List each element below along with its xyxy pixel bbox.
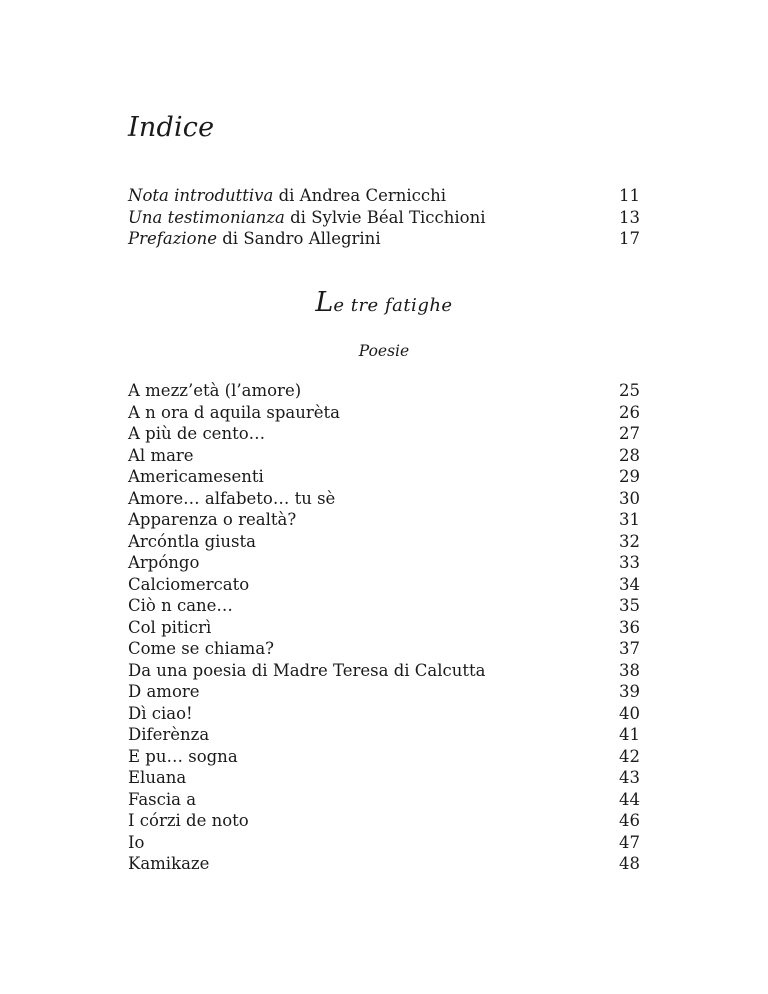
toc-entry-label: Americamesenti — [128, 467, 264, 486]
toc-entry-label: Arpóngo — [128, 553, 200, 572]
toc-entry-page-number: 41 — [619, 725, 640, 744]
toc-entry-label: A n ora d aquila spaurèta — [128, 402, 341, 422]
toc-entry-title: Nota introduttiva — [128, 186, 274, 205]
toc-entry — [128, 810, 640, 832]
toc-entry-label: I córzi de noto — [128, 811, 249, 830]
toc-entry-page-number: 17 — [619, 229, 640, 248]
toc-entry — [128, 445, 640, 467]
toc-entry-page-number: 37 — [619, 639, 640, 658]
toc-entry — [128, 832, 640, 854]
toc-entry — [128, 380, 640, 402]
toc-entry-author: di Sandro Allegrini — [217, 229, 381, 248]
toc-entry — [128, 681, 640, 703]
toc-entry-page-number: 26 — [619, 402, 640, 422]
toc-entry-page-number: 27 — [619, 424, 640, 443]
toc-entry-label: D amore — [128, 682, 200, 701]
toc-entry — [128, 531, 640, 553]
toc-entry-label: Arcóntla giusta — [128, 531, 256, 551]
book-page — [128, 0, 640, 994]
toc-entry-page-number: 32 — [619, 531, 640, 551]
toc-entry-label: E pu… sogna — [128, 746, 238, 766]
toc-entry-page-number: 33 — [619, 553, 640, 572]
toc-entry-page-number: 30 — [619, 488, 640, 508]
toc-entry-label: Amore… alfabeto… tu sè — [128, 488, 336, 508]
toc-entry — [128, 466, 640, 488]
toc-entry — [128, 703, 640, 725]
toc-entry-label — [128, 207, 485, 229]
toc-entry — [128, 552, 640, 574]
toc-entry-page-number: 42 — [619, 746, 640, 766]
toc-entry-page-number: 34 — [619, 574, 640, 594]
page-title: Indice — [128, 112, 215, 143]
toc-entry-page-number: 28 — [619, 445, 640, 465]
toc-entry-label: Io — [128, 832, 145, 852]
toc-entry — [128, 853, 640, 875]
intro-entries — [128, 185, 640, 250]
toc-entry-page-number: 38 — [619, 660, 640, 680]
poem-entries — [128, 380, 640, 875]
toc-entry-label: Da una poesia di Madre Teresa di Calcutta — [128, 660, 486, 680]
toc-entry-page-number: 29 — [619, 467, 640, 486]
section-subtitle: Poesie — [358, 342, 410, 360]
section-title — [128, 288, 640, 321]
toc-entry — [128, 509, 640, 531]
toc-entry-label: Apparenza o realtà? — [128, 510, 297, 529]
toc-entry — [128, 767, 640, 789]
toc-entry — [128, 617, 640, 639]
toc-entry-label: Col piticrì — [128, 617, 212, 637]
section-title-rest: e tre fatighe — [333, 295, 453, 316]
section-title-initial: L — [315, 287, 334, 318]
toc-entry-label: Dì ciao! — [128, 703, 193, 723]
toc-entry — [128, 185, 640, 207]
toc-entry-label: Diferènza — [128, 725, 210, 744]
toc-entry — [128, 638, 640, 660]
toc-entry-page-number: 35 — [619, 596, 640, 615]
toc-entry-label: Eluana — [128, 768, 187, 787]
toc-entry — [128, 207, 640, 229]
toc-entry-page-number: 36 — [619, 617, 640, 637]
toc-entry-page-number: 48 — [619, 854, 640, 873]
toc-entry-page-number: 44 — [619, 789, 640, 809]
toc-entry-author: di Andrea Cernicchi — [273, 186, 447, 205]
toc-entry-page-number: 25 — [619, 381, 640, 400]
toc-entry-label — [128, 185, 446, 207]
toc-entry-page-number: 13 — [619, 207, 640, 227]
toc-entry — [128, 574, 640, 596]
toc-entry-label — [128, 228, 381, 250]
toc-entry — [128, 228, 640, 250]
toc-entry — [128, 789, 640, 811]
toc-entry-page-number: 47 — [619, 832, 640, 852]
toc-entry-title: Prefazione — [128, 229, 217, 248]
toc-entry — [128, 595, 640, 617]
toc-entry-label: Calciomercato — [128, 574, 250, 594]
toc-entry-label: A più de cento… — [128, 424, 266, 443]
toc-entry — [128, 423, 640, 445]
toc-entry-author: di Sylvie Béal Ticchioni — [284, 207, 486, 227]
toc-entry — [128, 488, 640, 510]
toc-entry-label: Fascia a — [128, 789, 197, 809]
toc-entry-page-number: 39 — [619, 682, 640, 701]
toc-entry — [128, 402, 640, 424]
toc-entry-label: Kamikaze — [128, 854, 210, 873]
toc-entry — [128, 660, 640, 682]
toc-entry-page-number: 31 — [619, 510, 640, 529]
toc-entry-page-number: 40 — [619, 703, 640, 723]
toc-entry-label: Al mare — [128, 445, 194, 465]
toc-entry-title: Una testimonianza — [128, 207, 285, 227]
toc-entry-page-number: 11 — [619, 186, 640, 205]
toc-entry-label: Ciò n cane… — [128, 596, 233, 615]
toc-entry-page-number: 46 — [619, 811, 640, 830]
toc-entry-label: Come se chiama? — [128, 639, 275, 658]
toc-entry — [128, 724, 640, 746]
toc-entry-page-number: 43 — [619, 768, 640, 787]
toc-entry-label: A mezz’età (l’amore) — [128, 381, 302, 400]
toc-entry — [128, 746, 640, 768]
